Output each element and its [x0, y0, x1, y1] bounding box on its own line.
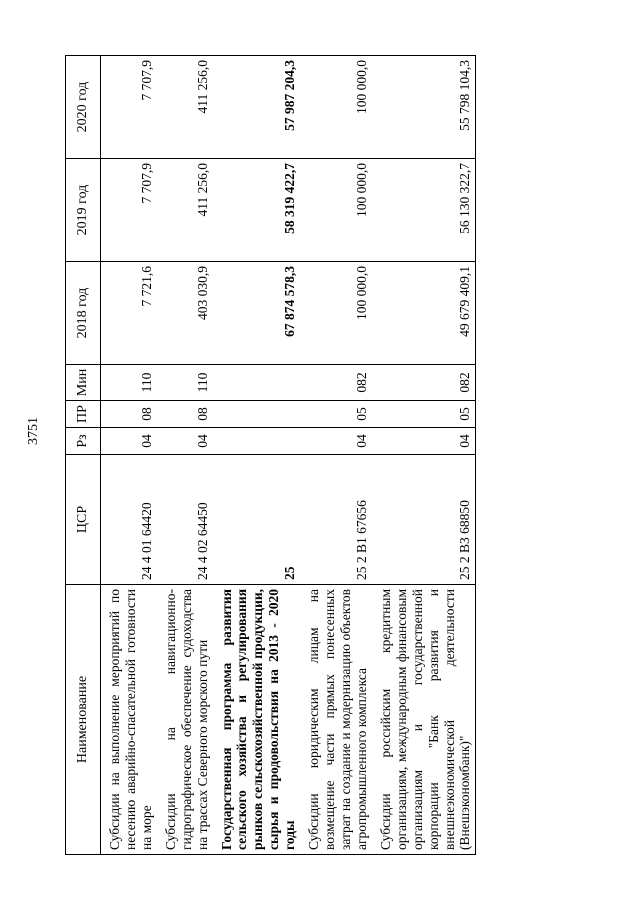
row-2018: 7 721,6 [101, 262, 157, 365]
row-2020: 100 000,0 [300, 56, 372, 159]
table-row-program [213, 56, 301, 855]
page-number: 3751 [26, 417, 41, 445]
row-pr: 08 [157, 401, 213, 428]
row-rz [213, 428, 301, 455]
table-row [101, 56, 157, 855]
row-2018: 67 874 578,3 [213, 262, 301, 365]
row-csr: 25 2 В3 68850 [372, 455, 476, 585]
row-min: 110 [101, 365, 157, 401]
row-2019: 100 000,0 [300, 159, 372, 262]
row-rz: 04 [101, 428, 157, 455]
row-pr: 05 [300, 401, 372, 428]
header-2020: 2020 год [66, 56, 101, 159]
row-min: 110 [157, 365, 213, 401]
row-2018: 100 000,0 [300, 262, 372, 365]
row-csr: 24 4 02 64450 [157, 455, 213, 585]
row-name: Субсидии российским кредитным организациям, международным финансовым организациям и государственной корпорации "Банк развития и внешнеэкономической деятельности (Внешэкономбанк)" [372, 585, 476, 855]
row-rz: 04 [157, 428, 213, 455]
table-header-row [66, 56, 101, 855]
table-row [300, 56, 372, 855]
row-csr: 25 [213, 455, 301, 585]
row-name: Субсидии на навигационно-гидрографическое обеспечение судоходства на трассах Северного морского пути [157, 585, 213, 855]
row-2019: 56 130 322,7 [372, 159, 476, 262]
row-min: 082 [372, 365, 476, 401]
row-pr: 08 [101, 401, 157, 428]
row-min: 082 [300, 365, 372, 401]
budget-table-sheet [65, 55, 595, 855]
table-row [157, 56, 213, 855]
header-csr: ЦСР [66, 455, 101, 585]
row-2020: 411 256,0 [157, 56, 213, 159]
row-2018: 49 679 409,1 [372, 262, 476, 365]
header-2019: 2019 год [66, 159, 101, 262]
row-csr: 24 4 01 64420 [101, 455, 157, 585]
row-2019: 411 256,0 [157, 159, 213, 262]
row-name: Субсидии на выполнение мероприятий по несению аварийно-спасательной готовности на море [101, 585, 157, 855]
row-pr: 05 [372, 401, 476, 428]
row-2019: 58 319 422,7 [213, 159, 301, 262]
row-name: Государственная программа развития сельского хозяйства и регулирования рынков сельскохозяйственной продукции, сырья и продовольствия на 2013 - 2020 годы [213, 585, 301, 855]
header-rz: Рз [66, 428, 101, 455]
row-name: Субсидии юридическим лицам на возмещение части прямых понесенных затрат на создание и модернизацию объектов агропромышленного комплекса [300, 585, 372, 855]
row-csr: 25 2 В1 67656 [300, 455, 372, 585]
header-name: Наименование [66, 585, 101, 855]
row-min [213, 365, 301, 401]
row-2020: 55 798 104,3 [372, 56, 476, 159]
table-row [372, 56, 476, 855]
header-pr: ПР [66, 401, 101, 428]
row-2019: 7 707,9 [101, 159, 157, 262]
row-rz: 04 [300, 428, 372, 455]
header-2018: 2018 год [66, 262, 101, 365]
row-2018: 403 030,9 [157, 262, 213, 365]
header-min: Мин [66, 365, 101, 401]
budget-table [65, 55, 476, 855]
row-2020: 7 707,9 [101, 56, 157, 159]
row-rz: 04 [372, 428, 476, 455]
row-pr [213, 401, 301, 428]
row-2020: 57 987 204,3 [213, 56, 301, 159]
